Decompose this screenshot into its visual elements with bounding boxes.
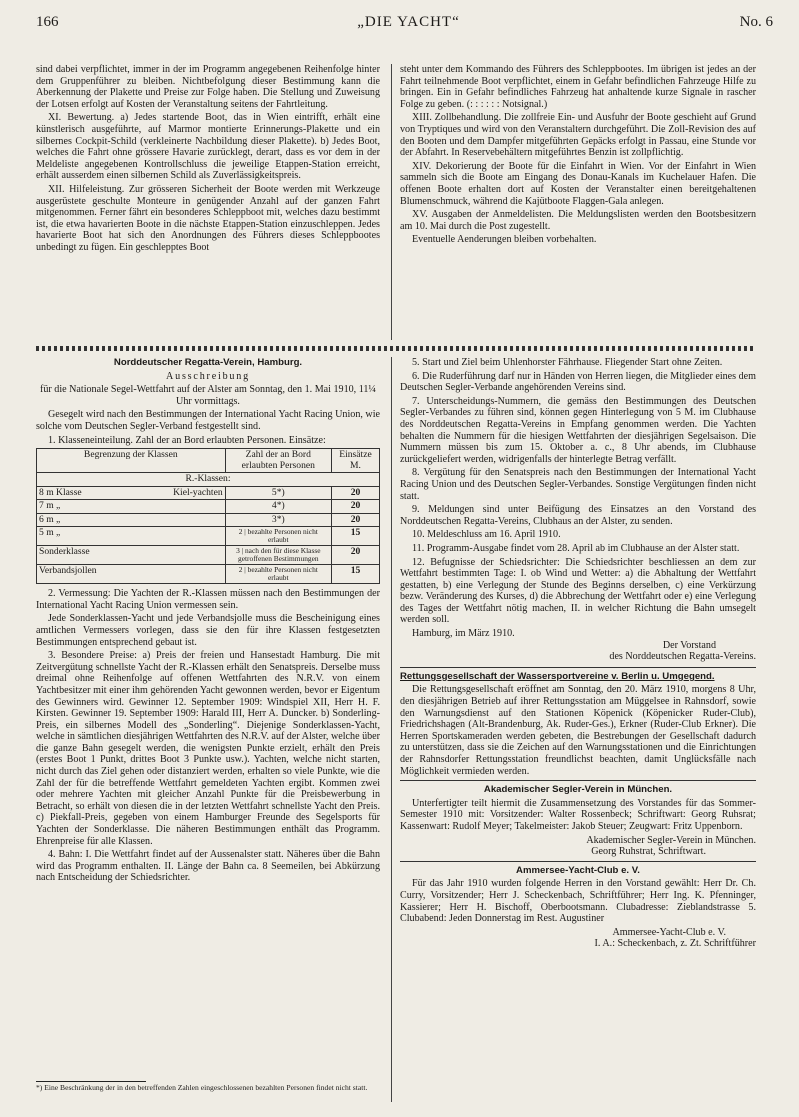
left-column	[36, 357, 380, 886]
column-divider	[391, 357, 392, 1102]
table-row: Verbandsjollen 2 | bezahlte Personen nicht erlaubt 15	[37, 565, 380, 584]
paragraph: 12. Befugnisse der Schiedsrichter: Die Schiedsrichter beschliessen an dem zur Wettfahrt bestimmten Tage: I. ob Wind und Wetter: a) die Abhaltung der Wettfahrt gestatten, b) eine Verlegung der Stunde des Beginns derselben, c) eine Verkürzung bezw. Veränderung des Kurses, d) die Abbrechung der Wettfahrt oder e) eine Verlegung des Tages der Wettfahrt nötig machen, II. in welcher Richtung die Bahn umsegelt werden soll.	[400, 556, 756, 626]
paragraph: XIV. Dekorierung der Boote für die Einfahrt in Wien. Vor der Einfahrt in Wien sammeln sich die Boote am Eingang des Donau-Kanals im Kuchelauer Hafen. Die offenen Boote erhalten dort auf Kosten der Veranstalter einen bereitgehaltenen Blumenschmuck, während die Kajütboote Flaggen-Gala anlegen.	[400, 160, 756, 207]
section-heading: Rettungsgesellschaft der Wassersportvereine v. Berlin u. Umgegend.	[400, 670, 715, 682]
paragraph: 3. Besondere Preise: a) Preis der freien und Hansestadt Hamburg. Die mit Zeitvergütung schnellste Yacht der R.-Klassen erhält den Senatspreis. Derselbe muss dreimal ohne Reihenfolge auf offenen Wettfahrten des N.R.V. von einem Yachtbesitzer mit einer ihm gehörenden Yacht gewonnen werden, bevor er Eigentum des Gewinners wird. Gewinner 12. September 1909: Windspiel XII, Herr H. F. Kirsten. Gewinner 19. September 1909: Harald III, Herr A. Duncker. b) Sonderling-Preis, ein silbernes Modell des „Sonderling“. Diejenige Sonderklassen-Yacht, welche in sämtlichen diesjährigen Wettfahrten des N.R.V. auf der Alster, welche über die ganze Bahn gesegelt werden, die wenigsten Punkte erzielt, erhält den Preis (erstes Boot 1 Punkt, drittes Boot 3 Punkte usw.). Yachten, welche nicht starten, nicht durch das Ziel gehen oder distanziert werden, erhalten so viele Punkte, wie die Zahl der für die betreffende Wettfahrt gemeldeten Yachten ergibt. Kommen zwei oder mehrere Yachten mit gleicher Anzahl Punkte für die Preisbewerbung in Betracht, so erhält von diesen die in der letzten Wettfahrt schnellste Yacht den Preis. c) Piekfall-Preis, gegeben von einem Hamburger Freunde des Segelsports für Yachten der Sonderklasse. Die näheren Bestimmungen enthält das Programm. Ehrenpreise für alle Klassen.	[36, 650, 381, 847]
table-group-label: R.-Klassen:	[37, 473, 380, 487]
section-heading: Ammersee-Yacht-Club e. V.	[516, 864, 640, 876]
column-divider	[391, 64, 392, 340]
paragraph: 5. Start und Ziel beim Uhlenhorster Fährhause. Fliegender Start ohne Zeiten.	[412, 357, 723, 368]
paragraph: Gesegelt wird nach den Bestimmungen der International Yacht Racing Union, wie solche vom Deutschen Segler-Verband festgestellt sind.	[36, 409, 380, 432]
journal-title: „DIE YACHT“	[357, 14, 460, 30]
paragraph: 7. Unterscheidungs-Nummern, die gemäss den Bestimmungen des Deutschen Segler-Verbandes zu führen sind, können gegen Hinterlegung von 5 M. im Clubhause des Norddeutschen Regatta-Vereins in Empfang genommen werden. Die Yachten behalten die Nummern für die hiesigen Wettfahrten der diesjährigen Segelsaison. Die Nummern müssen bis zum 15. Oktober a. c., 8 Uhr abends, im Clubhause zurückgeliefert werden, widrigenfalls der hinterlegte Betrag verfällt.	[400, 395, 756, 465]
signature: Ammersee-Yacht-Club e. V.	[612, 926, 726, 938]
paragraph: XIII. Zollbehandlung. Die zollfreie Ein- und Ausfuhr der Boote geschieht auf Grund von Tryptiques und wird von den Veranstaltern durchgeführt. Die Zoll-Revision des auf den Booten und dem Dampfer mitgeführten Gepäcks erfolgt in Passau, eine Stunde vor der Abfahrt. In Reservebehältern mitgeführtes Benzin ist zollpflichtig.	[400, 112, 756, 159]
top-left-column	[36, 64, 380, 256]
section-divider	[400, 861, 756, 862]
table-header: Zahl der an Bord erlaubten Personen	[225, 449, 331, 473]
paragraph: sind dabei verpflichtet, immer in der im Programm angegebenen Reihenfolge hinter dem Gruppenführer zu bleiben. Nichtbefolgung dieser Bestimmung kann die Aberkennung der Plakette und Preise zur Folge haben. Die Stellung und Zuweisung der Lotsen erfolgt auf Kosten der Veranstaltung seitens der Fahrtleitung.	[36, 64, 380, 110]
paragraph: 10. Meldeschluss am 16. April 1910.	[412, 529, 561, 541]
paragraph: 11. Programm-Ausgabe findet vom 28. April ab im Clubhause an der Alster statt.	[412, 542, 740, 554]
signature: Der Vorstand	[662, 639, 716, 651]
paragraph: XII. Hilfeleistung. Zur grösseren Sicherheit der Boote werden mit Werkzeuge ausgerüstete geschulte Monteure in genügender Anzahl auf der ganzen Fahrt mitgenommen. Ferner fährt ein besonderes Schleppboot mit, welches dazu bestimmt ist, die etwa havarierten Boote in die nächste Etappen-Station einzuschleppen. Jedes havarierte Boot hat sich den Anordnungen des Führers dieses Schleppbootes unbedingt zu fügen. Ein geschlepptes Boot	[36, 183, 380, 253]
paragraph: 6. Die Ruderführung darf nur in Händen von Herren liegen, die Mitglieder eines dem Deutschen Segler-Verbande angehörenden Vereins sind.	[400, 370, 756, 394]
table-header: Begrenzung der Klassen	[37, 449, 226, 473]
signature: I. A.: Scheckenbach, z. Zt. Schriftführer	[594, 938, 756, 950]
paragraph: Unterfertigter teilt hiermit die Zusammensetzung des Vorstandes für das Sommer-Semester 1910 mit: Vorsitzender: Walter Rossenbeck; Schriftwart: Georg Ruhsrat; Kassenwart: Rudolf Meyer; Takelmeister: Jakob Steuer; Zeugwart: Fritz Uppenborn.	[400, 797, 756, 832]
page-number: 166	[36, 14, 59, 30]
paragraph: XI. Bewertung. a) Jedes startende Boot, das in Wien eintrifft, erhält eine künstlerisch ausgeführte, auf Marmor montierte Erinnerungs-Plakette und ein silbernes Cockpit-Schild (verkleinerte Nachbildung dieser Plakette). b) Jedes Boot, welches die Fahrt ohne grössere Havarie zurücklegt, derart, dass es vor dem in der Meldeliste angegebenen Kontrollschluss die jeweilige Etappen-Station erreicht, erhält ausserdem einen silbernen Schild als Zuverlässigkeitspreis.	[36, 112, 380, 182]
kiel-label: Kiel-yachten	[173, 486, 223, 498]
table-row: 5 m „ 2 | bezahlte Personen nicht erlaubt 15	[37, 527, 380, 546]
class-table	[36, 448, 380, 584]
dateline: Hamburg, im März 1910.	[412, 628, 515, 640]
paragraph: für die Nationale Segel-Wettfahrt auf der Alster am Sonntag, den 1. Mai 1910, 11¼ Uhr vormittags.	[39, 384, 377, 407]
right-column	[400, 357, 756, 952]
section-divider	[400, 667, 756, 668]
paragraph: 4. Bahn: I. Die Wettfahrt findet auf der Aussenalster statt. Näheres über die Bahn wird das Programm enthalten. II. Länge der Bahn ca. 8 Seemeilen, bei Abkürzung nach Entscheidung der Schiedsrichter.	[36, 849, 380, 884]
paragraph: Jede Sonderklassen-Yacht und jede Verbandsjolle muss die Bescheinigung eines amtlichen Vermessers vorlegen, dass sie den für ihre Klassen festgesetzten Bestimmungen entsprechend gebaut ist.	[36, 613, 380, 648]
paragraph: Für das Jahr 1910 wurden folgende Herren in den Vorstand gewählt: Herr Dr. Ch. Curry, Vorsitzender; Herr J. Scheckenbach, Schriftführer; Herr Ing. K. Pfenninger, Kassierer; Herr H. Bischoff, Oberbootsmann. Clubadresse: Zieblandstrasse 5. Clubabend: Jeden Donnerstag im Rest. Augustiner	[400, 878, 756, 925]
subheading: Ausschreibung	[166, 370, 250, 382]
signature: des Norddeutschen Regatta-Vereins.	[609, 651, 756, 663]
section-heading: Norddeutscher Regatta-Verein, Hamburg.	[113, 357, 303, 368]
section-divider	[36, 346, 756, 351]
table-row: 7 m „ 4*) 20	[37, 500, 380, 514]
footnote: *) Eine Beschränkung der in den betreffenden Zahlen eingeschlossenen bezahlten Personen findet nicht statt.	[36, 1083, 368, 1092]
paragraph: 9. Meldungen sind unter Beifügung des Einsatzes an den Vorstand des Norddeutschen Regatta-Vereins, Clubhaus an der Alster, zu senden.	[400, 504, 756, 527]
issue-number: No. 6	[739, 14, 773, 30]
paragraph: 1. Klasseneinteilung. Zahl der an Bord erlaubten Personen. Einsätze:	[48, 434, 326, 446]
table-row: Sonderklasse 3 | nach den für diese Klasse getroffenen Bestimmungen 20	[37, 546, 380, 565]
paragraph: steht unter dem Kommando des Führers des Schleppbootes. Im übrigen ist jedes an der Fahrt teilnehmende Boot verpflichtet, einem in Gefahr befindlichen Fahrzeuge Hilfe zu bringen. Ein in Gefahr befindliches Fahrzeug hat anhaltende kurze Signale in rascher Folge zu geben. (: : : : : : Notsignal.)	[400, 64, 756, 110]
page-header	[36, 14, 781, 38]
section-divider	[400, 780, 756, 781]
section-heading: Akademischer Segler-Verein in München.	[483, 784, 673, 796]
table-row: 6 m „ 3*) 20	[37, 513, 380, 527]
paragraph: Die Rettungsgesellschaft eröffnet am Sonntag, den 20. März 1910, morgens 8 Uhr, den diesjährigen Betrieb auf ihrer Rettungsstation am Müggelsee in Rahnsdorf, sowie den Warnungsdienst auf den Stationen Köpenick (Köpenicker Ruder-Club), Friedrichshagen (Alt-Brandenburg, Ak. Ruder-Ges.), Erkner (Ruder-Club Erkner). Die Herren Sportskameraden werden gebeten, die Bestrebungen der Gesellschaft dadurch zu unterstützen, dass sie die Zeichen auf den Warnungsstationen und die Einrichtungen der Rahnsdorfer Rettungsstation freundlichst beachten, damit Unglücksfälle nach Möglichkeit vermieden werden.	[400, 684, 756, 777]
table-header: Einsätze M.	[331, 449, 379, 473]
paragraph: XV. Ausgaben der Anmeldelisten. Die Meldungslisten werden den Bootsbesitzern am 10. Mai durch die Post zugestellt.	[400, 209, 756, 232]
table-row: 8 m Klasse Kiel-yachten 5*) 20	[37, 486, 380, 500]
paragraph: Eventuelle Aenderungen bleiben vorbehalten.	[412, 234, 597, 246]
paragraph: 2. Vermessung: Die Yachten der R.-Klassen müssen nach den Bestimmungen der International Yacht Racing Union vermessen sein.	[36, 588, 380, 611]
top-right-column	[400, 64, 756, 248]
signature: Akademischer Segler-Verein in München.	[586, 834, 756, 846]
signature: Georg Ruhstrat, Schriftwart.	[591, 846, 706, 858]
footnote-rule	[36, 1081, 146, 1082]
paragraph: 8. Vergütung für den Senatspreis nach den Bestimmungen der International Yacht Racing Union und des Deutschen Segler-Verbandes. Sonstige Vergütungen finden nicht statt.	[400, 467, 756, 502]
